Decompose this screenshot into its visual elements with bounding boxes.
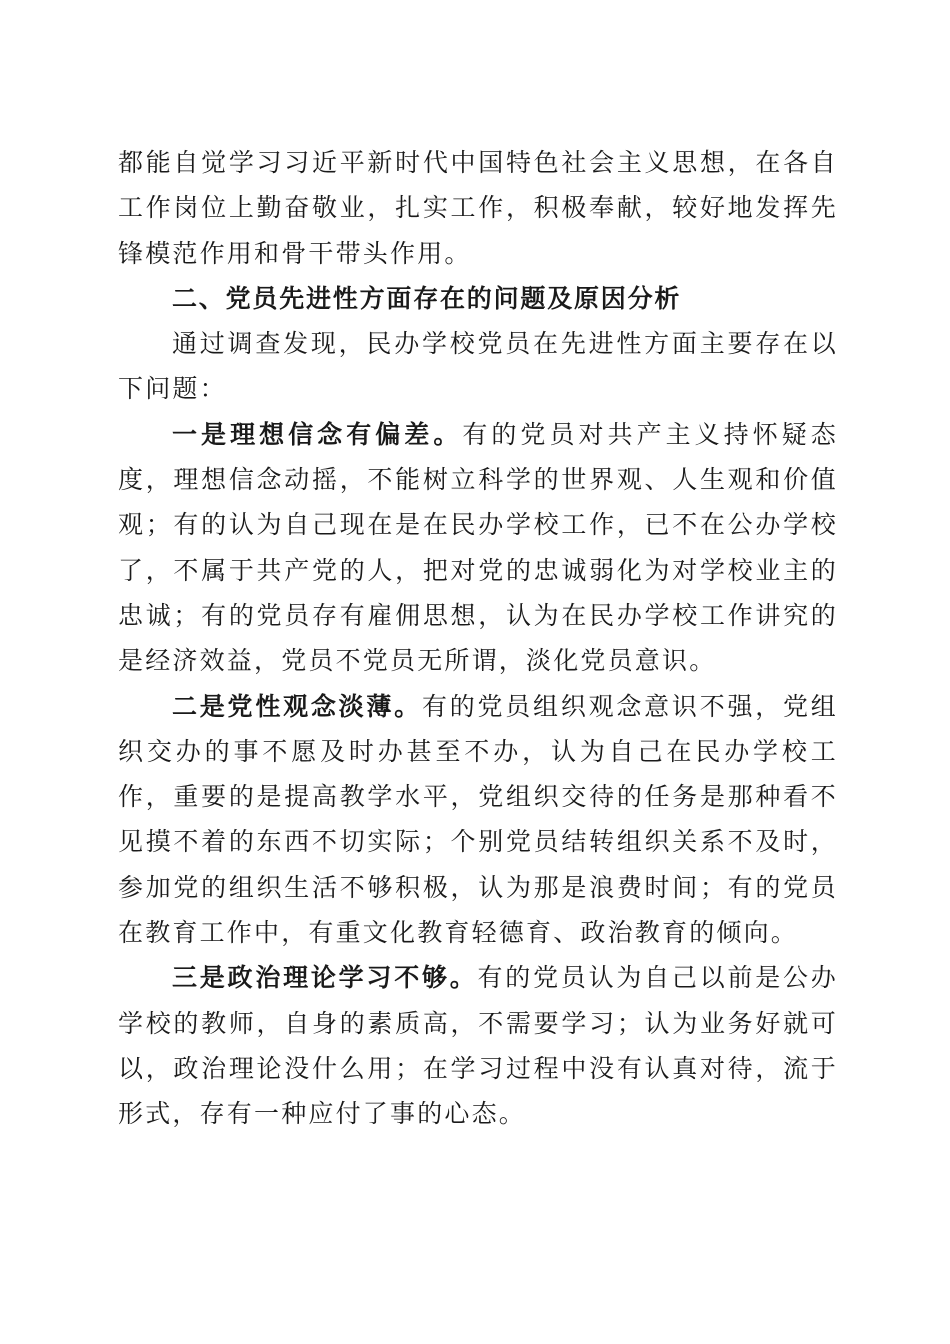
point-lead: 三是政治理论学习不够。 [172,963,478,993]
section-heading [118,276,838,321]
paragraph-point-2 [118,684,838,956]
paragraph-intro [118,321,838,412]
paragraph-point-1 [118,412,838,684]
paragraph-text: 有的党员对共产主义持怀疑态度，理想信念动摇，不能树立科学的世界观、人生观和价值观；有的认为自己现在是在民办学校工作，已不在公办学校了，不属于共产党的人，把对党的忠诚弱化为对学校业主的忠诚；有的党员存有雇佣思想，认为在民办学校工作讲究的是经济效益，党员不党员无所谓，淡化党员意识。 [118,419,838,676]
paragraph-continuation [118,140,838,276]
paragraph-text: 都能自觉学习习近平新时代中国特色社会主义思想，在各自工作岗位上勤奋敬业，扎实工作，积极奉献，较好地发挥先锋模范作用和骨干带头作用。 [118,148,838,268]
paragraph-text: 有的党员认为自己以前是公办学校的教师，自身的素质高，不需要学习；认为业务好就可以，政治理论没什么用；在学习过程中没有认真对待，流于形式，存有一种应付了事的心态。 [118,963,838,1129]
heading-text: 二、党员先进性方面存在的问题及原因分析 [172,283,682,313]
point-lead: 一是理想信念有偏差。 [172,419,463,449]
paragraph-point-3 [118,955,838,1136]
paragraph-text: 通过调查发现，民办学校党员在先进性方面主要存在以下问题： [118,329,838,404]
document-body [118,140,838,1137]
paragraph-text: 有的党员组织观念意识不强，党组织交办的事不愿及时办甚至不办，认为自己在民办学校工作，重要的是提高教学水平，党组织交待的任务是那种看不见摸不着的东西不切实际；个别党员结转组织关系不及时，参加党的组织生活不够积极，认为那是浪费时间；有的党员在教育工作中，有重文化教育轻德育、政治教育的倾向。 [118,691,838,948]
point-lead: 二是党性观念淡薄。 [172,691,422,721]
